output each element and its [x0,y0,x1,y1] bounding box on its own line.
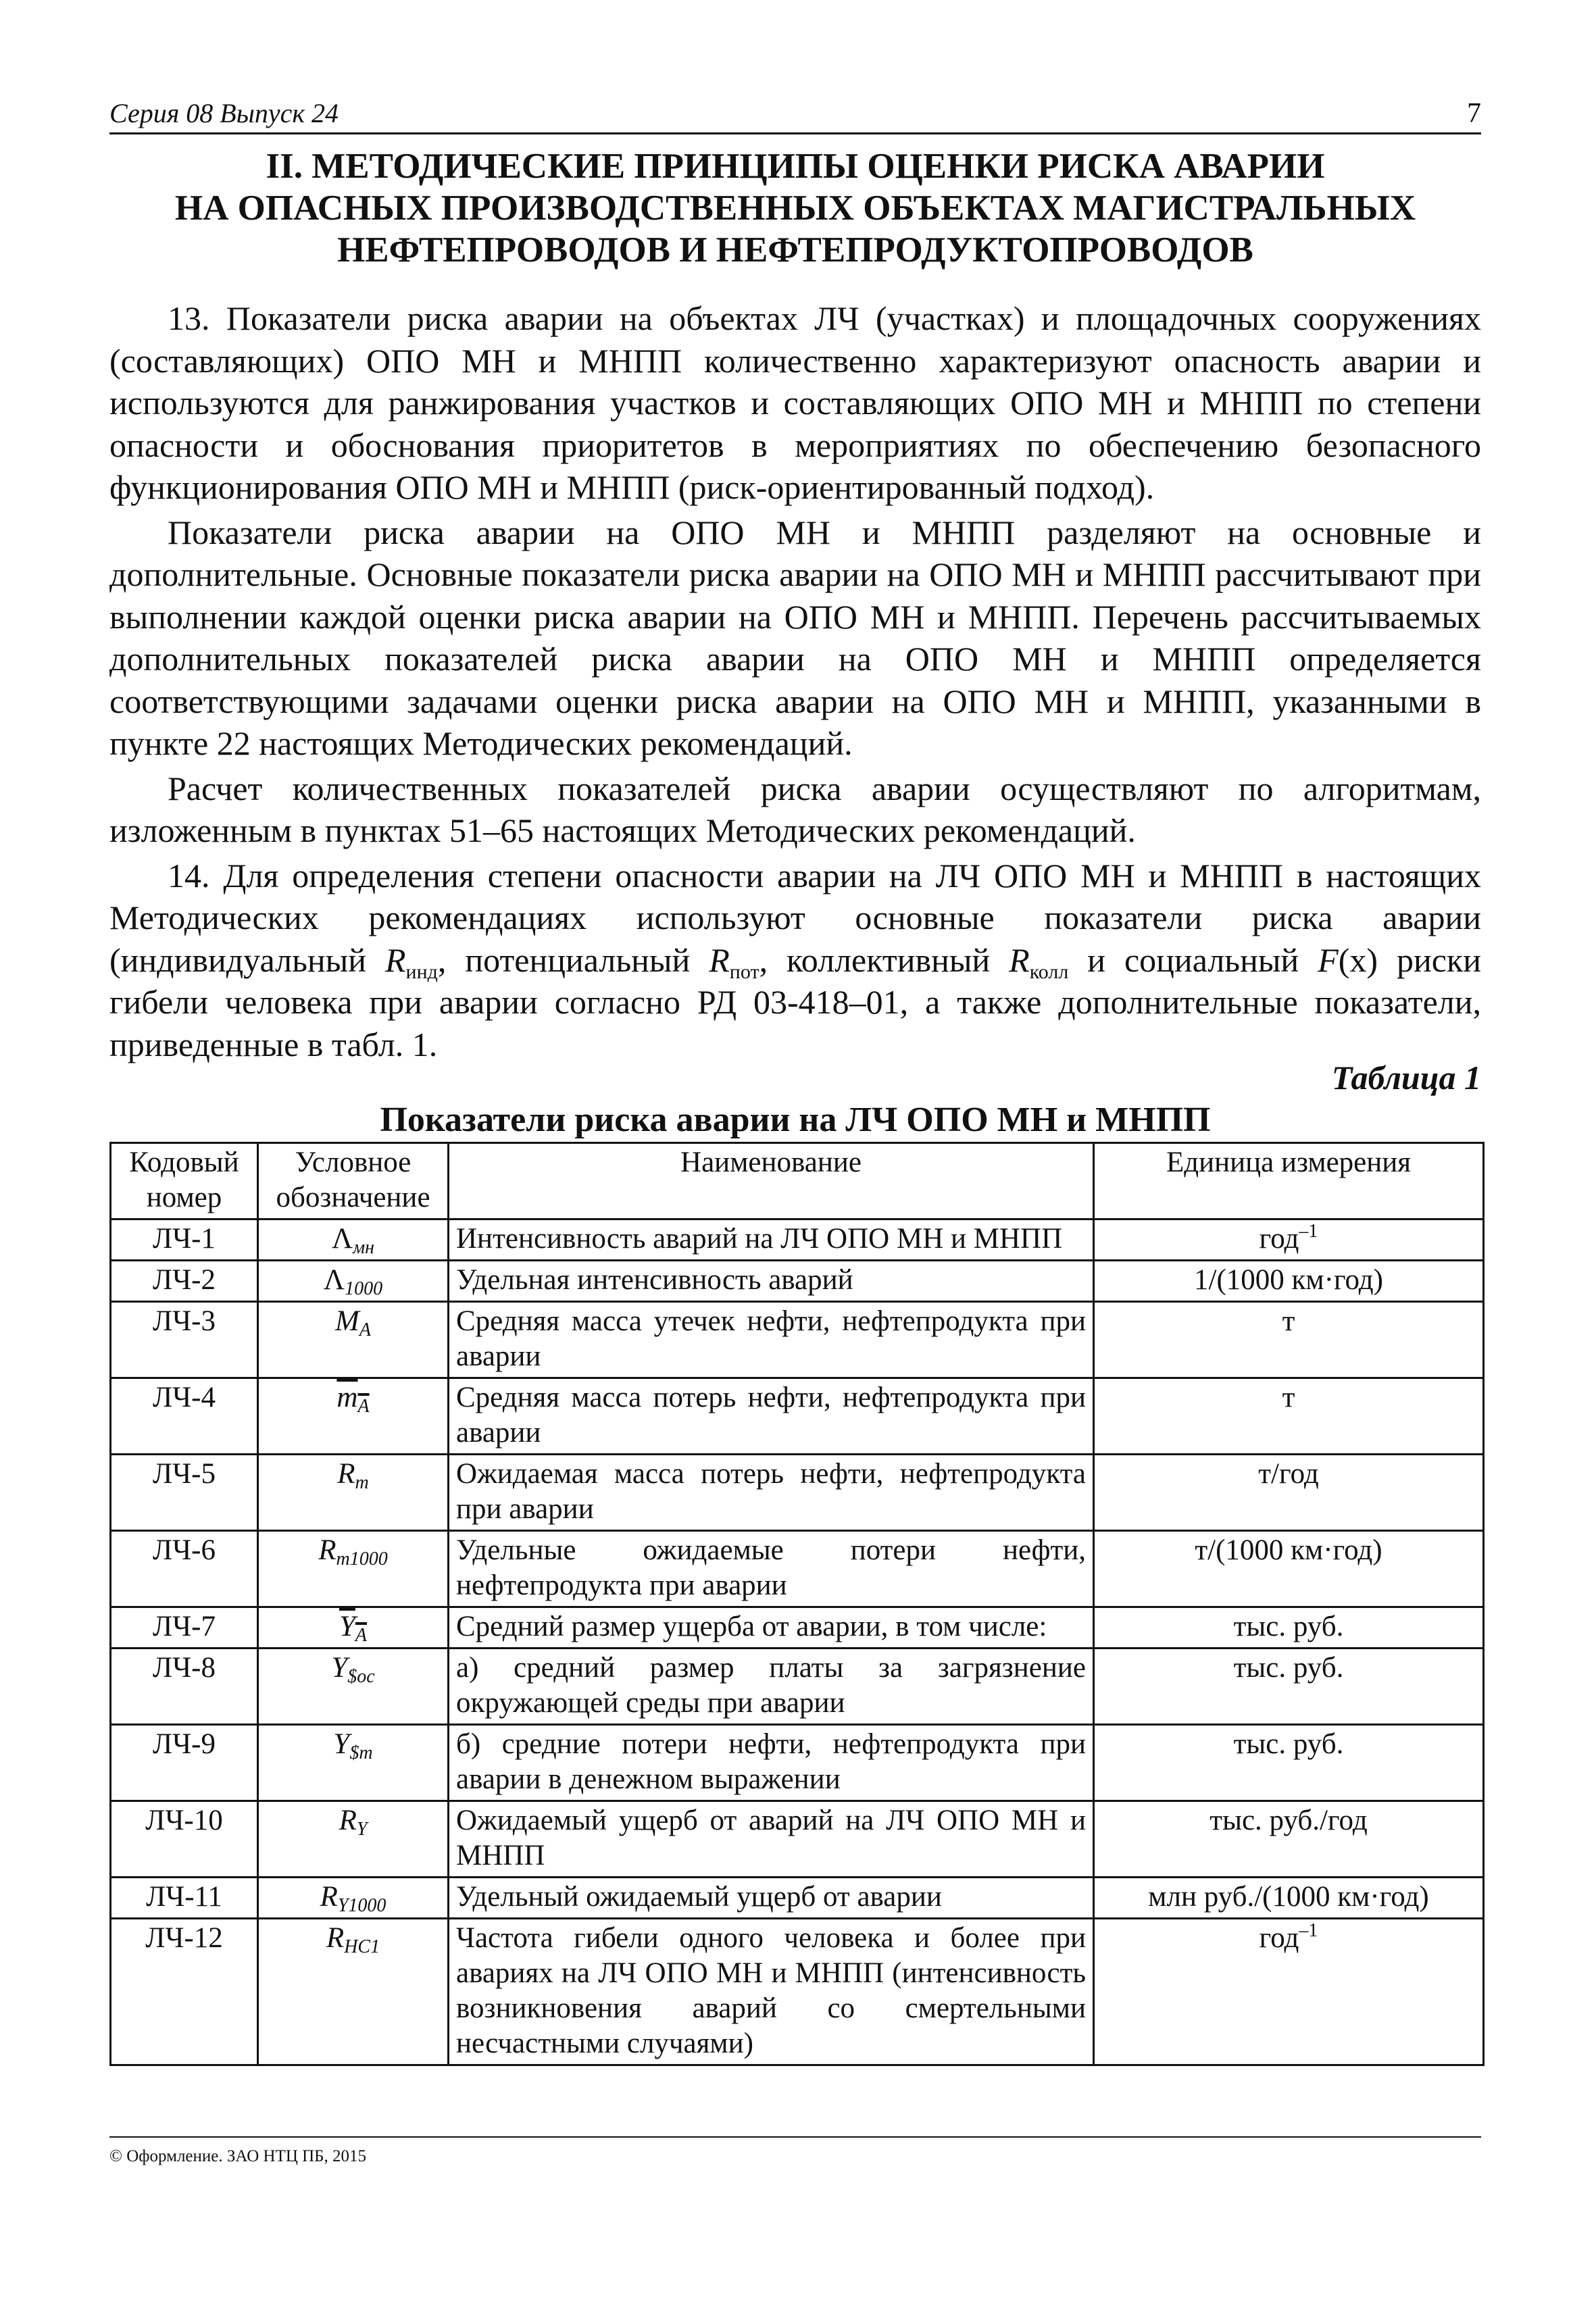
header-name: Наименование [449,1143,1094,1219]
cell-symbol: $R_Y$ [258,1801,449,1878]
cell-unit: млн руб./(1000 км·год) [1094,1878,1484,1919]
cell-name: Ожидаемый ущерб от аварий на ЛЧ ОПО МН и МНПП [449,1801,1094,1878]
table-title: Показатели риска аварии на ЛЧ ОПО МН и МНПП [380,1101,1211,1139]
cell-unit: т [1094,1378,1484,1455]
cell-symbol: $R_{Y1000}$ [258,1878,449,1919]
cell-code: ЛЧ-6 [111,1531,258,1607]
paragraph: 13. Показатели риска аварии на объектах ЛЧ (участках) и площадочных сооружениях (составляющих) ОПО МН и МНПП количественно характеризуют опасность аварии и используются для ранжирования участков и составляющих ОПО МН и МНПП по степени опасности и обоснования приоритетов в мероприятиях по обеспечению безопасного функционирования ОПО МН и МНПП (риск-ориентированный подход). [109,299,1481,506]
footer-rule [109,2136,1481,2138]
cell-symbol: $\Lambda_{1000}$ [258,1261,449,1302]
paragraph: Расчет количественных показателей риска аварии осуществляют по алгоритмам, изложенным в пунктах 51–65 настоящих Методических рекомендаций. [109,769,1481,849]
section-title-line: НЕФТЕПРОВОДОВ И НЕФТЕПРОДУКТОПРОВОДОВ [337,230,1253,270]
table-row [111,1302,1484,1378]
table-row [111,1455,1484,1531]
header-symbol: Условное обозначение [258,1143,449,1219]
cell-unit: год$^{-1}$ [1094,1919,1484,2065]
cell-name: Интенсивность аварий на ЛЧ ОПО МН и МНПП [449,1219,1094,1261]
table-row [111,1878,1484,1919]
cell-unit: т [1094,1302,1484,1378]
page-number: 7 [1467,98,1481,129]
cell-name: Удельный ожидаемый ущерб от аварии [449,1878,1094,1919]
cell-symbol: $Y_{\$m}$ [258,1725,449,1801]
table-row [111,1607,1484,1649]
cell-code: ЛЧ-2 [111,1261,258,1302]
section-title [109,145,1481,271]
cell-code: ЛЧ-5 [111,1455,258,1531]
table-row [111,1261,1484,1302]
table-body [111,1219,1484,2065]
cell-symbol: $m_A$ [258,1378,449,1455]
cell-name: Средний размер ущерба от аварии, в том числе: [449,1607,1094,1649]
cell-name: Ожидаемая масса потерь нефти, нефтепродукта при аварии [449,1455,1094,1531]
section-title-line: II. МЕТОДИЧЕСКИЕ ПРИНЦИПЫ ОЦЕНКИ РИСКА АВАРИИ [266,147,1325,186]
cell-code: ЛЧ-1 [111,1219,258,1261]
cell-unit: 1/(1000 км·год) [1094,1261,1484,1302]
table-row [111,1378,1484,1455]
cell-code: ЛЧ-11 [111,1878,258,1919]
header-code: Кодовый номер [111,1143,258,1219]
footer-copyright: © Оформление. ЗАО НТЦ ПБ, 2015 [109,2147,367,2165]
cell-symbol: $Y_A$ [258,1607,449,1649]
table-label: Таблица 1 [1331,1059,1481,1097]
cell-unit: тыс. руб./год [1094,1801,1484,1878]
series-label: Серия 08 Выпуск 24 [109,98,339,128]
cell-name: Частота гибели одного человека и более при авариях на ЛЧ ОПО МН и МНПП (интенсивность возникновения аварий со смертельными несчастными случаями) [449,1919,1094,2065]
indicators-table [109,1142,1485,2066]
header-unit: Единица измерения [1094,1143,1484,1219]
cell-unit: т/год [1094,1455,1484,1531]
cell-unit: тыс. руб. [1094,1725,1484,1801]
cell-unit: год$^{-1}$ [1094,1219,1484,1261]
cell-symbol: $R_{m1000}$ [258,1531,449,1607]
cell-name: Средняя масса утечек нефти, нефтепродукта при аварии [449,1302,1094,1378]
cell-code: ЛЧ-3 [111,1302,258,1378]
body-text [109,297,1481,1068]
cell-code: ЛЧ-9 [111,1725,258,1801]
paragraph: Показатели риска аварии на ОПО МН и МНПП разделяют на основные и дополнительные. Основные показатели риска аварии на ОПО МН и МНПП рассчитывают при выполнении каждой оценки риска аварии на ОПО МН и МНПП. Перечень рассчитываемых дополнительных показателей риска аварии на ОПО МН и МНПП определяется соответствующими задачами оценки риска аварии на ОПО МН и МНПП, указанными в пункте 22 настоящих Методических рекомендаций. [109,513,1481,762]
table-row [111,1725,1484,1801]
cell-name: а) средний размер платы за загрязнение окружающей среды при аварии [449,1649,1094,1725]
cell-code: ЛЧ-12 [111,1919,258,2065]
cell-symbol: $\Lambda_{мн}$ [258,1219,449,1261]
table-row [111,1219,1484,1261]
cell-code: ЛЧ-4 [111,1378,258,1455]
cell-symbol: $R_{НС1}$ [258,1919,449,2065]
cell-code: ЛЧ-8 [111,1649,258,1725]
paragraph: 14. Для определения степени опасности аварии на ЛЧ ОПО МН и МНПП в настоящих Методических рекомендациях используют основные показатели риска аварии (индивидуальный $R_{инд}$, потенциальный $R_{пот}$, коллективный $R_{колл}$ и социальный F(x) риски гибели человека при аварии согласно РД 03-418–01, а также дополнительные показатели, приведенные в табл. 1. [109,856,1481,1063]
cell-name: Удельные ожидаемые потери нефти, нефтепродукта при аварии [449,1531,1094,1607]
cell-unit: тыс. руб. [1094,1649,1484,1725]
cell-unit: тыс. руб. [1094,1607,1484,1649]
cell-code: ЛЧ-7 [111,1607,258,1649]
cell-name: б) средние потери нефти, нефтепродукта при аварии в денежном выражении [449,1725,1094,1801]
table-row [111,1919,1484,2065]
table-row [111,1531,1484,1607]
cell-unit: т/(1000 км·год) [1094,1531,1484,1607]
table-row [111,1801,1484,1878]
table-header-row [111,1143,1484,1219]
running-header [109,95,1481,134]
cell-symbol: $Y_{\$ос}$ [258,1649,449,1725]
cell-symbol: $M_A$ [258,1302,449,1378]
table-row [111,1649,1484,1725]
cell-code: ЛЧ-10 [111,1801,258,1878]
cell-symbol: $R_m$ [258,1455,449,1531]
section-title-line: НА ОПАСНЫХ ПРОИЗВОДСТВЕННЫХ ОБЪЕКТАХ МАГИСТРАЛЬНЫХ [174,188,1416,228]
cell-name: Удельная интенсивность аварий [449,1261,1094,1302]
cell-name: Средняя масса потерь нефти, нефтепродукта при аварии [449,1378,1094,1455]
